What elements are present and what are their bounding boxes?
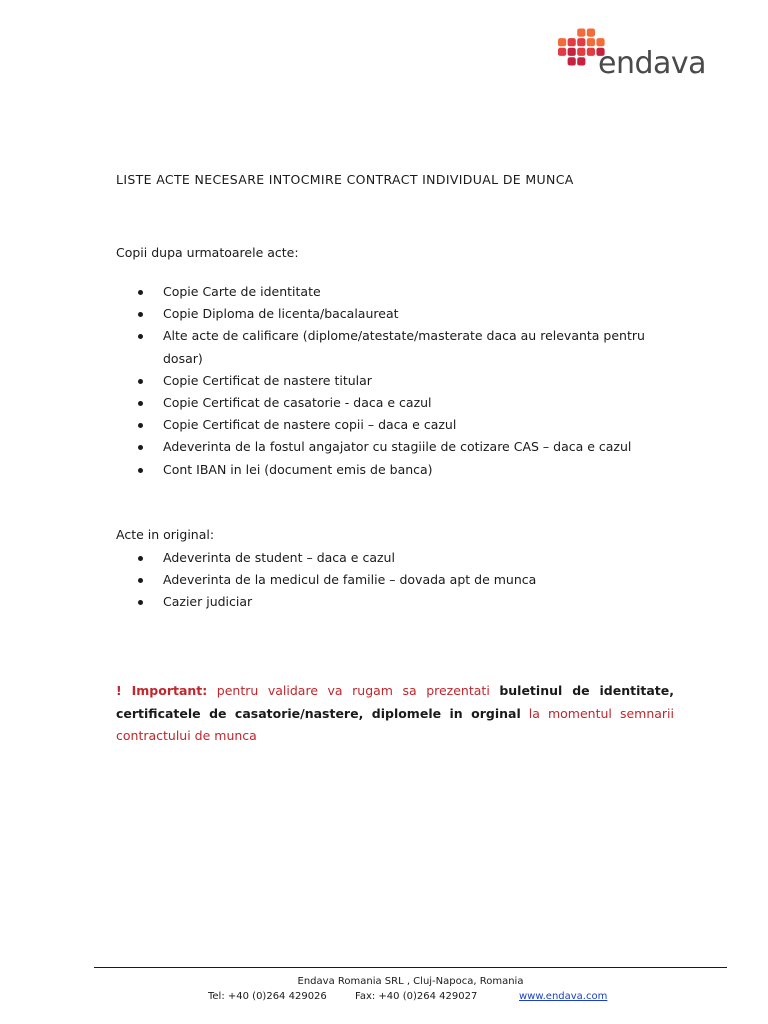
bullet-icon: [138, 556, 143, 561]
list-item: [116, 436, 676, 458]
list-item: [116, 303, 676, 325]
list-item: [116, 569, 676, 591]
originals-heading: Acte in original:: [116, 527, 215, 542]
important-bold-text: buletinul de identitate, certificatele de casatorie/nastere, diplomele in orginal: [116, 683, 675, 721]
footer-divider: [94, 967, 727, 968]
footer-tel: Tel: +40 (0)264 429026: [208, 991, 327, 1002]
logo-square: [587, 29, 595, 37]
list-item: [116, 392, 676, 414]
list-item-text: Copie Diploma de licenta/bacalaureat: [163, 306, 399, 322]
logo-square: [558, 38, 566, 46]
logo-square: [568, 38, 576, 46]
list-item: [116, 591, 676, 613]
list-item-text: Cazier judiciar: [163, 594, 253, 610]
bullet-icon: [138, 379, 143, 384]
list-item-text: Adeverinta de la medicul de familie – dovada apt de munca: [163, 572, 537, 588]
bullet-icon: [138, 312, 143, 317]
important-text-2: la momentul semnarii contractului de munca: [116, 705, 674, 743]
list-item: [116, 370, 676, 392]
logo-square: [577, 57, 585, 65]
list-item: [116, 547, 676, 569]
bullet-icon: [138, 334, 143, 339]
logo-square: [587, 38, 595, 46]
important-text-1: pentru validare va rugam sa prezentati: [207, 683, 500, 698]
logo-square: [577, 29, 585, 37]
footer-company: Endava Romania SRL , Cluj-Napoca, Romania: [297, 976, 524, 987]
logo-square: [568, 48, 576, 56]
list-item-text: Copie Carte de identitate: [163, 284, 321, 299]
logo-wordmark: endava: [598, 46, 707, 81]
list-item-text: Cont IBAN in lei (document emis de banca): [163, 461, 433, 477]
bullet-icon: [138, 578, 143, 583]
list-item-text: Adeverinta de la fostul angajator cu stagiile de cotizare CAS – daca e cazul: [163, 439, 632, 455]
copies-list: [116, 281, 676, 481]
logo-square: [568, 57, 576, 65]
list-item-text: Adeverinta de student – daca e cazul: [163, 550, 395, 565]
footer-fax: Fax: +40 (0)264 429027: [355, 991, 478, 1002]
list-item-text: Copie Certificat de casatorie - daca e cazul: [163, 395, 432, 411]
bullet-icon: [138, 423, 143, 428]
list-item: [116, 414, 676, 436]
bullet-icon: [138, 468, 143, 473]
company-logo: [556, 28, 716, 84]
list-item-text: Copie Certificat de nastere copii – daca e cazul: [163, 417, 457, 433]
bullet-icon: [138, 600, 143, 605]
bullet-icon: [138, 401, 143, 406]
document-title: LISTE ACTE NECESARE INTOCMIRE CONTRACT INDIVIDUAL DE MUNCA: [116, 172, 574, 187]
copies-heading: Copii dupa urmatoarele acte:: [116, 245, 299, 260]
list-item-text: Copie Certificat de nastere titular: [163, 372, 372, 388]
originals-list: [116, 547, 676, 614]
logo-square: [587, 48, 595, 56]
logo-square: [577, 48, 585, 56]
list-item: [116, 281, 676, 303]
bullet-icon: [138, 445, 143, 450]
bullet-icon: [138, 290, 143, 295]
important-lead: ! Important:: [116, 683, 208, 698]
important-note: [116, 680, 674, 748]
logo-square: [577, 38, 585, 46]
list-item: [116, 325, 676, 369]
footer-website-link[interactable]: www.endava.com: [519, 991, 608, 1002]
list-item: [116, 459, 676, 481]
list-item-text: Alte acte de calificare (diplome/atestate/masterate daca au relevanta pentru dosar): [163, 328, 645, 366]
logo-square: [558, 48, 566, 56]
